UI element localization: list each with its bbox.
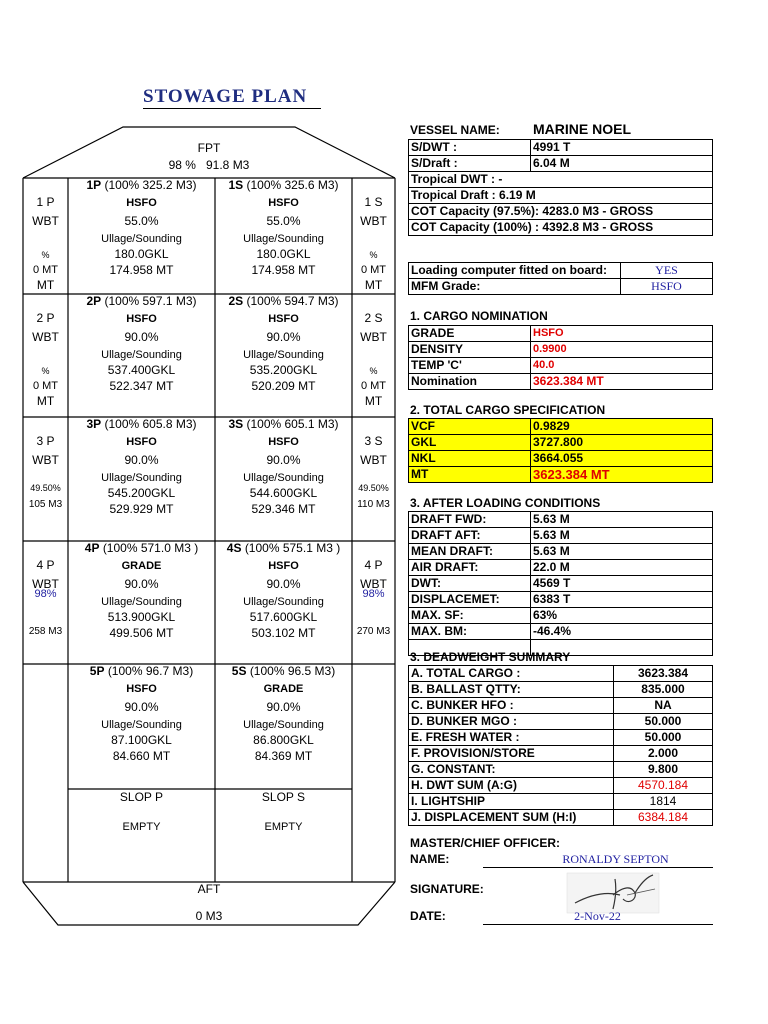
after-row-value: 5.63 M [531,544,713,560]
tank-id: 5P [89,664,105,678]
after-row [409,624,713,640]
spec-row [409,451,713,467]
tank-fill-pct: 90.0% [124,700,159,714]
tank-gkl: 180.0GKL [114,247,169,261]
deadweight-row [409,810,713,826]
deadweight-row-value: 6384.184 [614,810,713,826]
tank-grade: HSFO [268,197,299,209]
after-row-label: AIR DRAFT: [409,560,531,576]
after-row-value: 5.63 M [531,528,713,544]
spec-row-label: GKL [409,435,531,451]
fpt-values [123,158,295,172]
ullage-label: Ullage/Sounding [243,719,324,731]
nomination-row-label: DENSITY [409,342,531,358]
wbt-unit-left: MT [36,278,55,292]
vessel-name-label: VESSEL NAME: [410,123,500,137]
deadweight-heading: 3. DEADWEIGHT SUMMARY [410,650,571,664]
tank-header-p [68,664,215,678]
deadweight-row [409,666,713,682]
deadweight-row [409,762,713,778]
tank-capacity: (100% 605.8 M3) [104,417,197,431]
vessel-row-value: 6.04 M [531,156,713,172]
nomination-row-value: HSFO [531,326,713,342]
date-underline [483,924,713,925]
after-row-value: -46.4% [531,624,713,640]
slop-p-label: SLOP P [119,790,164,804]
spec-row-value: 3664.055 [531,451,713,467]
wbt-pct-left: 98% [34,588,57,600]
deadweight-row [409,714,713,730]
after-row-value: 22.0 M [531,560,713,576]
tank-gkl: 87.100GKL [111,733,172,747]
vessel-row [409,204,713,220]
deadweight-table [408,665,713,826]
vessel-row-label: Tropical Draft : 6.19 M [409,188,713,204]
wbt-mt-right: 0 MT [360,380,387,392]
tank-header-p [68,417,215,431]
vessel-table [408,139,713,236]
tank-grade: HSFO [126,313,157,325]
nomination-row [409,342,713,358]
tank-id: 2S [228,294,244,308]
after-row-label: DRAFT FWD: [409,512,531,528]
tank-gkl: 545.200GKL [107,486,176,500]
after-row [409,528,713,544]
vessel-row-label: COT Capacity (97.5%): 4283.0 M3 - GROSS [409,204,713,220]
tank-mt: 529.346 MT [251,502,316,516]
deadweight-row-label: B. BALLAST QTTY: [409,682,614,698]
tank-header-p [68,294,215,308]
vessel-row-value: 4991 T [531,140,713,156]
vessel-row [409,172,713,188]
vessel-row-label: COT Capacity (100%) : 4392.8 M3 - GROSS [409,220,713,236]
tank-capacity: (100% 597.1 M3) [104,294,197,308]
nomination-row [409,326,713,342]
tank-gkl: 544.600GKL [249,486,318,500]
ullage-label: Ullage/Sounding [243,233,324,245]
aft-vol: 0 M3 [195,909,223,923]
deadweight-row-value: 2.000 [614,746,713,762]
wbt-type-left: WBT [32,330,59,344]
tank-capacity: (100% 605.1 M3) [246,417,339,431]
deadweight-row-value: 50.000 [614,714,713,730]
tank-mt: 174.958 MT [251,263,316,277]
nomination-row [409,374,713,390]
loading-label: Loading computer fitted on board: [409,263,621,279]
wbt-pct-right: 49.50% [358,483,389,493]
spec-row [409,419,713,435]
wbt-label-right: 1 S [364,195,383,209]
vessel-row [409,140,713,156]
wbt-mt-right: 0 MT [360,264,387,276]
spec-row-label: MT [409,467,531,483]
ullage-label: Ullage/Sounding [243,472,324,484]
fpt-label: FPT [197,141,221,155]
wbt-mt-left: 258 M3 [28,626,63,637]
wbt-unit-left: MT [36,394,55,408]
tank-gkl: 86.800GKL [253,733,314,747]
page-title: STOWAGE PLAN [143,86,308,107]
wbt-type-right: WBT [360,577,387,591]
loading-value: YES [621,263,713,279]
nomination-row-label: Nomination [409,374,531,390]
tank-id: 1S [228,178,244,192]
deadweight-row-label: I. LIGHTSHIP [409,794,614,810]
deadweight-row-label: C. BUNKER HFO : [409,698,614,714]
tank-id: 5S [231,664,247,678]
aft-label: AFT [197,882,221,896]
wbt-mt-left: 0 MT [32,380,59,392]
wbt-type-left: WBT [32,214,59,228]
tank-id: 4P [84,541,100,555]
cargo-nomination-heading: 1. CARGO NOMINATION [410,309,548,323]
spec-row-value: 0.9829 [531,419,713,435]
nomination-row [409,358,713,374]
wbt-type-right: WBT [360,330,387,344]
deadweight-row-value: 835.000 [614,682,713,698]
after-row-label: DWT: [409,576,531,592]
date-label: DATE: [410,909,446,923]
spec-row-value: 3623.384 MT [531,467,713,483]
loading-table [408,262,713,295]
tank-mt: 503.102 MT [251,626,316,640]
wbt-unit-right: MT [364,278,383,292]
nomination-row-label: TEMP 'C' [409,358,531,374]
tank-grade: HSFO [268,436,299,448]
wbt-label-right: 3 S [364,434,383,448]
after-row-label: MAX. BM: [409,624,531,640]
after-row [409,592,713,608]
tank-grade: HSFO [126,197,157,209]
tank-capacity: (100% 594.7 M3) [246,294,339,308]
wbt-mt-right: 110 M3 [357,499,390,510]
date-value: 2-Nov-22 [574,909,621,923]
wbt-type-right: WBT [360,453,387,467]
cargo-spec-table [408,418,713,483]
tank-id: 3P [86,417,102,431]
tank-fill-pct: 55.0% [124,214,159,228]
tank-id: 4S [226,541,242,555]
tank-mt: 174.958 MT [109,263,174,277]
tank-mt: 522.347 MT [109,379,174,393]
deadweight-row-label: H. DWT SUM (A:G) [409,778,614,794]
ullage-label: Ullage/Sounding [101,596,182,608]
tank-fill-pct: 90.0% [124,453,159,467]
after-row-label: DRAFT AFT: [409,528,531,544]
tank-fill-pct: 90.0% [266,330,301,344]
ullage-label: Ullage/Sounding [243,349,324,361]
after-row-label: MEAN DRAFT: [409,544,531,560]
after-loading-heading: 3. AFTER LOADING CONDITIONS [410,496,601,510]
deadweight-row-label: E. FRESH WATER : [409,730,614,746]
wbt-unit-right: MT [364,394,383,408]
wbt-pct-right: % [369,250,378,260]
deadweight-row-label: F. PROVISION/STORE [409,746,614,762]
mfm-label: MFM Grade: [409,279,621,295]
tank-gkl: 513.900GKL [107,610,176,624]
deadweight-row-label: A. TOTAL CARGO : [409,666,614,682]
tank-grade: HSFO [126,683,157,695]
after-row [409,512,713,528]
deadweight-row [409,698,713,714]
tank-capacity: (100% 325.2 M3) [104,178,197,192]
wbt-mt-right: 270 M3 [356,626,391,637]
deadweight-row-value: 50.000 [614,730,713,746]
tank-id: 2P [86,294,102,308]
after-row [409,560,713,576]
after-row [409,608,713,624]
wbt-pct-right: % [369,366,378,376]
tank-fill-pct: 90.0% [266,577,301,591]
tank-fill-pct: 55.0% [266,214,301,228]
fpt-pct: 98 % [168,158,196,172]
vessel-row-label: S/DWT : [409,140,531,156]
vessel-row [409,156,713,172]
tank-mt: 84.369 MT [254,749,313,763]
tank-id: 3S [228,417,244,431]
tank-grade: HSFO [268,313,299,325]
wbt-pct-left: 49.50% [30,483,61,493]
loading-row [409,263,713,279]
wbt-mt-left: 105 M3 [28,499,63,510]
vessel-row [409,220,713,236]
deadweight-row-value: 1814 [614,794,713,810]
ullage-label: Ullage/Sounding [101,233,182,245]
vessel-name: MARINE NOEL [533,121,631,137]
tank-mt: 499.506 MT [109,626,174,640]
tank-fill-pct: 90.0% [124,577,159,591]
deadweight-row-value: NA [614,698,713,714]
wbt-type-left: WBT [32,453,59,467]
signature-label: SIGNATURE: [410,882,484,896]
tank-gkl: 537.400GKL [107,363,176,377]
deadweight-row [409,778,713,794]
wbt-label-left: 3 P [36,434,55,448]
tank-fill-pct: 90.0% [124,330,159,344]
wbt-label-left: 2 P [36,311,55,325]
tank-capacity: (100% 571.0 M3 ) [102,541,199,555]
nomination-row-value: 40.0 [531,358,713,374]
after-row-value: 6383 T [531,592,713,608]
tank-capacity: (100% 96.7 M3) [107,664,194,678]
deadweight-row-label: J. DISPLACEMENT SUM (H:I) [409,810,614,826]
mfm-value: HSFO [621,279,713,295]
officer-name: RONALDY SEPTON [562,852,669,866]
deadweight-row [409,794,713,810]
spec-row [409,467,713,483]
vessel-row-label: S/Draft : [409,156,531,172]
spec-row-label: VCF [409,419,531,435]
tank-mt: 520.209 MT [251,379,316,393]
cargo-spec-heading: 2. TOTAL CARGO SPECIFICATION [410,403,606,417]
ullage-label: Ullage/Sounding [101,719,182,731]
mfm-row [409,279,713,295]
after-row-value: 63% [531,608,713,624]
spec-row-value: 3727.800 [531,435,713,451]
deadweight-row-value: 9.800 [614,762,713,778]
tank-header-s [215,541,352,555]
after-row-value: 5.63 M [531,512,713,528]
vessel-row [409,188,713,204]
wbt-type-right: WBT [360,214,387,228]
ullage-label: Ullage/Sounding [101,349,182,361]
tank-grade: GRADE [263,683,304,695]
wbt-pct-right: 98% [362,588,385,600]
tank-gkl: 517.600GKL [249,610,318,624]
slop-s-status: EMPTY [264,821,303,833]
tank-id: 1P [86,178,102,192]
slop-s-label: SLOP S [261,790,306,804]
deadweight-row-label: D. BUNKER MGO : [409,714,614,730]
tank-header-p [68,178,215,192]
tank-header-s [215,417,352,431]
slop-p-status: EMPTY [122,821,161,833]
after-row-value: 4569 T [531,576,713,592]
wbt-mt-left: 0 MT [32,264,59,276]
tank-fill-pct: 90.0% [266,700,301,714]
deadweight-row-label: G. CONSTANT: [409,762,614,778]
wbt-label-left: 4 P [36,558,55,572]
nomination-row-label: GRADE [409,326,531,342]
after-loading-table [408,511,713,656]
tank-grade: HSFO [126,436,157,448]
after-row [409,544,713,560]
deadweight-row-value: 3623.384 [614,666,713,682]
wbt-label-right: 2 S [364,311,383,325]
fpt-vol: 91.8 M3 [206,158,250,172]
tank-mt: 84.660 MT [112,749,171,763]
cargo-nomination-table [408,325,713,390]
deadweight-row [409,730,713,746]
wbt-label-left: 1 P [36,195,55,209]
wbt-label-right: 4 P [364,558,383,572]
nomination-row-value: 0.9900 [531,342,713,358]
deadweight-row [409,746,713,762]
spec-row-label: NKL [409,451,531,467]
spec-row [409,435,713,451]
tank-header-s [215,178,352,192]
tank-gkl: 180.0GKL [256,247,311,261]
wbt-pct-left: % [41,250,50,260]
tank-header-s [215,664,352,678]
deadweight-row-value: 4570.184 [614,778,713,794]
nomination-row-value: 3623.384 MT [531,374,713,390]
deadweight-row [409,682,713,698]
tank-capacity: (100% 575.1 M3 ) [244,541,341,555]
after-row [409,576,713,592]
tank-grade: HSFO [268,560,299,572]
name-label: NAME: [410,852,450,866]
after-row-label: MAX. SF: [409,608,531,624]
wbt-type-left: WBT [32,577,59,591]
tank-gkl: 535.200GKL [249,363,318,377]
tank-mt: 529.929 MT [109,502,174,516]
vessel-row-label: Tropical DWT : - [409,172,713,188]
tank-grade: GRADE [121,560,162,572]
after-row-label: DISPLACEMET: [409,592,531,608]
signoff-heading: MASTER/CHIEF OFFICER: [410,836,560,850]
tank-capacity: (100% 96.5 M3) [249,664,336,678]
wbt-pct-left: % [41,366,50,376]
tank-header-s [215,294,352,308]
tank-capacity: (100% 325.6 M3) [246,178,339,192]
ullage-label: Ullage/Sounding [243,596,324,608]
ullage-label: Ullage/Sounding [101,472,182,484]
tank-fill-pct: 90.0% [266,453,301,467]
tank-header-p [68,541,215,555]
